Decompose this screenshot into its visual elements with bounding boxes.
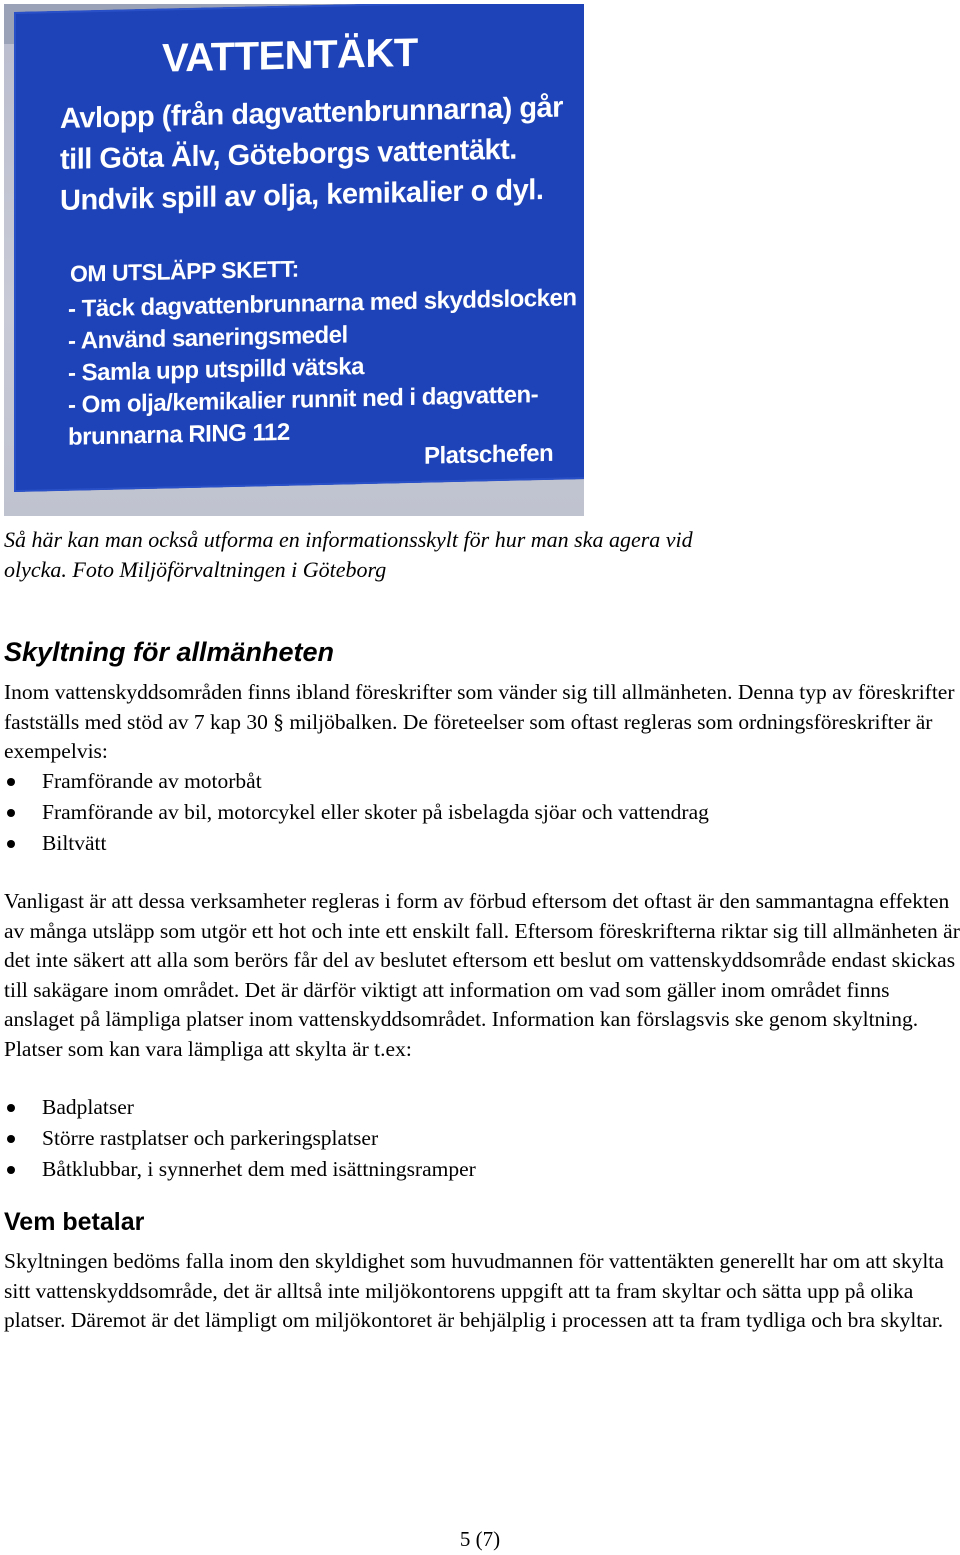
sign-step: brunnarna RING 112	[68, 418, 290, 451]
sign-line: Avlopp (från dagvattenbrunnarna) går	[60, 91, 563, 135]
places-list	[4, 1092, 476, 1185]
photo-caption: Så här kan man också utforma en informationsskylt för hur man ska agera vid olycka. Foto Miljöförvaltningen i Göteborg	[4, 527, 693, 582]
sign-signature: Platschefen	[424, 439, 554, 470]
sign-title: VATTENTÄKT	[162, 30, 418, 81]
list-item: Båtklubbar, i synnerhet dem med isättningsramper	[4, 1154, 476, 1185]
list-item: Badplatser	[4, 1092, 476, 1123]
sign-step: - Samla upp utspilld vätska	[68, 353, 364, 387]
list-item: Större rastplatser och parkeringsplatser	[4, 1123, 476, 1154]
paragraph: Skyltningen bedöms falla inom den skyldighet som huvudmannen för vattentäkten generellt har om att skylta sitt vattenskyddsområde, det är alltså inte miljökontorens uppgift att ta fram skyltar och sätta upp på olika platser. Däremot är det lämpligt om miljökontoret är behjälplig i processen att ta fram tydliga och bra skyltar.	[4, 1249, 944, 1332]
paragraph: Vanligast är att dessa verksamheter regleras i form av förbud eftersom det oftast är den sammantagna effekten av många utsläpp som utgör ett hot och inte ett enskilt fall. Eftersom föreskrifterna riktar sig till allmänheten är det inte säkert att alla som berörs får del av beslutet eftersom ett beslut om vattenskyddsområde endast skickas till sakägare inom området. Det är därför viktigt att information om vad som gäller inom området finns anslaget på lämpliga platser inom vattenskyddsområdet. Information kan förslagsvis ske genom skyltning. Platser som kan vara lämpliga att skylta är t.ex:	[4, 889, 960, 1061]
page-number: 5 (7)	[459, 1527, 501, 1551]
information-sign	[14, 4, 584, 492]
sign-heading: OM UTSLÄPP SKETT:	[70, 255, 299, 287]
sign-step: - Om olja/kemikalier runnit ned i dagvatten-	[68, 381, 539, 419]
examples-list	[4, 766, 709, 859]
list-item: Framförande av motorbåt	[4, 766, 709, 797]
sign-line: Undvik spill av olja, kemikalier o dyl.	[60, 173, 544, 217]
sign-photo	[4, 4, 584, 516]
section-heading: Vem betalar	[4, 1208, 145, 1236]
list-item: Biltvätt	[4, 828, 709, 859]
paragraph: Inom vattenskyddsområden finns ibland föreskrifter som vänder sig till allmänheten. Denna typ av föreskrifter fastställs med stöd av 7 kap 30 § miljöbalken. De företeelser som oftast regleras som ordningsföreskrifter är exempelvis:	[4, 680, 955, 763]
sign-step: - Täck dagvattenbrunnarna med skyddslocken	[68, 284, 577, 323]
sign-line: till Göta Älv, Göteborgs vattentäkt.	[60, 133, 517, 176]
sign-step: - Använd saneringsmedel	[68, 321, 348, 355]
section-heading: Skyltning för allmänheten	[4, 637, 335, 667]
list-item: Framförande av bil, motorcykel eller skoter på isbelagda sjöar och vattendrag	[4, 797, 709, 828]
